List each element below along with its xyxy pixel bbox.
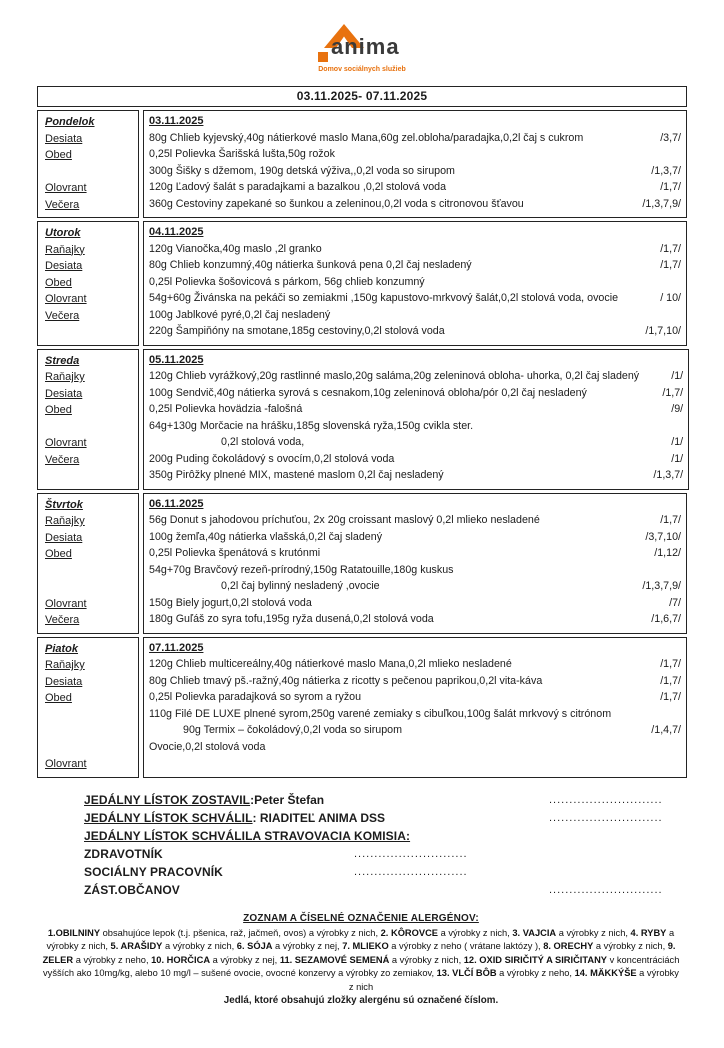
meal-label-line	[45, 307, 134, 324]
day-label-column	[37, 637, 139, 778]
meal-text	[149, 755, 637, 772]
allergen-codes	[637, 739, 681, 756]
day-name-text: Utorok	[45, 227, 81, 239]
allergen-codes: /1,3,7,9/	[642, 580, 681, 592]
meal-line	[149, 451, 683, 468]
day-row-streda	[37, 349, 687, 490]
allergen-codes	[637, 307, 681, 324]
meal-text: 54g+60g Živánska na pekáči so zemiakmi ,150g kapustovo-mrkvový šalát,0,2l stolová voda, ovocie	[149, 292, 619, 304]
signature-dotted-line: ............................	[549, 883, 663, 896]
signature-label: SOCIÁLNY PRACOVNÍK	[84, 864, 223, 879]
meal-label-line	[45, 689, 134, 706]
meal-label-line	[45, 595, 134, 612]
allergen-name: 6. SÓJA	[236, 941, 273, 951]
meal-text: 0,2l čaj bylinný nesladený ,ovocie	[221, 580, 380, 592]
allergen-description: a výrobky z nich,	[437, 927, 513, 938]
meal-line	[149, 130, 681, 147]
meal-label: Raňajky	[45, 659, 85, 671]
meal-text: 0,25l Polievka paradajková so syrom a ryžou	[149, 691, 362, 703]
allergen-codes: /3,7,10/	[645, 530, 681, 543]
meal-line	[149, 290, 681, 307]
menu-sheet	[37, 24, 687, 1006]
day-name	[45, 640, 134, 657]
meal-line	[149, 401, 683, 418]
allergen-codes: /1,7/	[660, 674, 681, 687]
meal-label-line	[45, 163, 134, 180]
meal-text: 120g Chlieb multicereálny,40g nátierkové maslo Mana,0,2l mlieko nesladené	[149, 658, 512, 670]
day-row-pondelok	[37, 110, 687, 218]
allergen-codes	[637, 274, 681, 291]
day-name-text: Piatok	[45, 642, 79, 655]
allergen-codes: /1,7/	[660, 514, 681, 526]
meal-label-line	[45, 257, 134, 274]
day-name-text: Pondelok	[45, 116, 95, 128]
day-date: 03.11.2025	[149, 115, 204, 127]
meal-line	[149, 307, 681, 324]
day-date: 05.11.2025	[149, 353, 204, 366]
allergen-codes: /1,7/	[660, 259, 681, 271]
meal-text: 300g Šišky s džemom, 190g detská výživa,,0,2l voda so sirupom	[149, 164, 455, 177]
day-date-line	[149, 640, 681, 657]
meal-line	[149, 689, 681, 706]
meal-label-line	[45, 130, 134, 147]
allergen-codes	[637, 562, 681, 579]
allergen-codes: /1,7/	[660, 658, 681, 670]
meal-label-line	[45, 545, 134, 562]
meal-label: Večera	[45, 309, 80, 322]
meal-line	[149, 385, 683, 402]
meal-label: Raňajky	[45, 371, 85, 383]
meal-text: 56g Donut s jahodovou príchuťou, 2x 20g croissant maslový 0,2l mlieko nesladené	[149, 514, 540, 526]
day-name	[45, 113, 134, 130]
meal-line	[149, 755, 681, 772]
meal-label-line	[45, 673, 134, 690]
meal-label-line	[45, 290, 134, 307]
signature-dotted-line: ............................	[354, 865, 468, 878]
allergen-codes: /1,6,7/	[651, 613, 681, 625]
meal-line	[149, 274, 681, 291]
meal-label: Večera	[45, 198, 80, 211]
meal-line	[149, 512, 681, 529]
meal-line	[149, 545, 681, 562]
logo-square-icon	[318, 52, 328, 62]
meal-text: 0,2l stolová voda,	[221, 436, 305, 448]
allergen-description: a výrobky z nej,	[210, 954, 280, 965]
meal-text: 80g Chlieb konzumný,40g nátierka šunková pena 0,2l čaj nesladený	[149, 259, 472, 271]
day-content-column	[143, 349, 689, 490]
meal-label: Večera	[45, 614, 80, 626]
allergen-description: obsahujúce lepok (t.j. pšenica, raž, jačmeň, ovos) a výrobky z nich,	[100, 927, 381, 938]
meal-line	[149, 706, 681, 723]
meal-label: Desiata	[45, 132, 83, 145]
meal-label-line	[45, 368, 134, 385]
allergen-legend	[37, 913, 685, 1007]
meal-line	[149, 179, 681, 196]
day-date-line	[149, 113, 681, 130]
day-label-column	[37, 349, 139, 490]
signature-row	[37, 809, 687, 827]
meal-line	[149, 562, 681, 579]
meal-label-line	[45, 146, 134, 163]
day-row-štvrtok	[37, 493, 687, 634]
meal-text: 64g+130g Morčacie na hrášku,185g slovenská ryža,150g cvikla ster.	[149, 419, 474, 432]
meal-line	[149, 241, 681, 258]
meal-label: Obed	[45, 548, 72, 560]
allergen-codes: /1,7/	[662, 386, 684, 399]
day-row-piatok	[37, 637, 687, 778]
meal-label-line	[45, 274, 134, 291]
meal-label: Desiata	[45, 387, 83, 400]
allergen-codes	[637, 755, 681, 772]
meal-line	[149, 656, 681, 673]
meal-label-line	[45, 706, 134, 723]
meal-label-line	[45, 467, 134, 484]
allergen-codes: /1,3,7/	[653, 469, 684, 481]
allergen-name: 4. RYBY	[630, 927, 667, 938]
meal-text: 200g Puding čokoládový s ovocím,0,2l stolová voda	[149, 452, 395, 465]
allergen-name: 3. VAJCIA	[512, 927, 557, 938]
meal-text: 350g Pirôžky plnené MIX, mastené maslom 0,2l čaj nesladený	[149, 469, 444, 481]
allergen-description: a výrobky z nich,	[162, 941, 237, 951]
meal-label-line	[45, 385, 134, 402]
allergen-name: 12. OXID SIRIČITÝ A SIRIČITANY	[463, 954, 608, 965]
meal-text: 120g Vianočka,40g maslo ,2l granko	[149, 242, 322, 255]
meal-text: 220g Šampiňóny na smotane,185g cestoviny,0,2l stolová voda	[149, 325, 445, 337]
meal-line	[149, 578, 681, 595]
meal-line	[149, 434, 683, 451]
allergen-name: 7. MLIEKO	[342, 941, 389, 951]
meal-text: 80g Chlieb tmavý pš.-ražný,40g nátierka z ricotty s pečenou paprikou,0,2l vita-káva	[149, 674, 543, 687]
signature-dotted-line: ............................	[354, 847, 468, 860]
meal-label: Olovrant	[45, 758, 87, 770]
meal-label: Večera	[45, 453, 80, 466]
meal-label-line	[45, 401, 134, 418]
meal-label-line	[45, 434, 134, 451]
meal-line	[149, 529, 681, 546]
allergen-description: a výrobky z nich,	[389, 954, 464, 965]
meal-line	[149, 722, 681, 739]
allergen-codes: /1,7/	[660, 181, 681, 193]
day-name	[45, 224, 134, 241]
meal-text: 100g žemľa,40g nátierka vlašská,0,2l čaj sladený	[149, 530, 383, 543]
allergen-text	[37, 927, 685, 995]
allergen-name: 2. KÔROVCE	[380, 927, 438, 938]
allergen-codes: /1,4,7/	[651, 724, 681, 736]
allergen-codes: /1/	[671, 452, 684, 465]
day-content-column	[143, 493, 687, 634]
allergen-name: 8. ORECHY	[543, 941, 594, 951]
signature-value: : RIADITEĽ ANIMA DSS	[252, 810, 385, 825]
meal-text: 0,25l Polievka špenátová s krutónmi	[149, 547, 321, 559]
meal-text: 0,25l Polievka šošovicová s párkom, 56g chlieb konzumný	[149, 275, 425, 288]
signature-row	[37, 881, 687, 899]
signature-dotted-line: ............................	[549, 811, 663, 824]
meal-line	[149, 257, 681, 274]
meal-label-line	[45, 611, 134, 628]
meal-text: 360g Cestoviny zapekané so šunkou a zeleninou,0,2l voda s citronovou šťavou	[149, 197, 524, 210]
logo-wordmark: anima	[331, 34, 400, 59]
meal-label: Olovrant	[45, 437, 87, 449]
meal-line	[149, 418, 683, 435]
day-content-column	[143, 110, 687, 218]
allergen-description: a výrobky z nich,	[556, 927, 631, 938]
meal-label: Olovrant	[45, 597, 87, 610]
allergen-description: a výrobky z neho ( vrátane laktózy ),	[388, 941, 544, 951]
meal-label-line	[45, 241, 134, 258]
meal-label-line	[45, 196, 134, 213]
meal-label: Obed	[45, 692, 72, 704]
allergen-codes	[639, 418, 683, 435]
menu-days	[37, 110, 687, 778]
meal-label: Obed	[45, 276, 72, 289]
day-date-line	[149, 224, 681, 241]
allergen-codes: /1,7/	[660, 242, 681, 255]
meal-text: 90g Termix – čokoládový,0,2l voda so sirupom	[183, 724, 403, 736]
signature-label: ZDRAVOTNÍK	[84, 846, 163, 861]
day-date-line	[149, 352, 683, 369]
meal-text: 180g Guľáš zo syra tofu,195g ryža dusená,0,2l stolová voda	[149, 613, 434, 625]
meal-line	[149, 595, 681, 612]
allergen-codes: /7/	[669, 596, 681, 609]
allergen-codes: / 10/	[660, 292, 681, 304]
allergen-codes: /1,12/	[654, 547, 681, 559]
allergen-codes: /1/	[671, 436, 684, 448]
allergen-footer: Jedlá, ktoré obsahujú zložky alergénu sú označené číslom.	[223, 995, 499, 1006]
signature-label: JEDÁLNY LÍSTOK SCHVÁLILA STRAVOVACIA KOMISIA:	[84, 828, 411, 843]
allergen-name: 13. VLČÍ BÔB	[436, 968, 497, 978]
signature-value: :Peter Štefan	[250, 792, 325, 807]
day-date: 07.11.2025	[149, 641, 204, 654]
day-date: 06.11.2025	[149, 497, 204, 510]
week-date-range: 03.11.2025- 07.11.2025	[37, 86, 687, 107]
meal-label: Obed	[45, 404, 72, 416]
day-name	[45, 352, 134, 369]
meal-text: 100g Sendvič,40g nátierka syrová s cesnakom,10g zeleninová obloha/pór 0,2l čaj nesladený	[149, 386, 587, 399]
meal-line	[149, 368, 683, 385]
meal-label: Olovrant	[45, 293, 87, 305]
meal-label-line	[45, 512, 134, 529]
meal-label-line	[45, 418, 134, 435]
meal-text: 120g Chlieb vyrážkový,20g rastlinné maslo,20g saláma,20g zeleninová obloha- uhorka, 0,2l čaj sladený	[149, 370, 640, 382]
signature-dotted-line: ............................	[549, 793, 663, 806]
allergen-description: v koncentráciách vyšších ako 10mg/kg, alebo 10 mg/l – sušené ovocie, ovocné konzervy a výrobky zo zemiakov,	[43, 954, 680, 978]
logo-tagline: Domov sociálnych služieb	[318, 66, 406, 73]
allergen-codes: /1,3,7,9/	[642, 197, 681, 210]
meal-label: Raňajky	[45, 515, 85, 527]
day-content-column	[143, 637, 687, 778]
day-date-line	[149, 496, 681, 513]
allergen-name: 10. HORČICA	[151, 954, 211, 965]
signature-label: JEDÁLNY LÍSTOK ZOSTAVIL	[84, 792, 251, 807]
meal-line	[149, 163, 681, 180]
meal-label-line	[45, 578, 134, 595]
day-label-column	[37, 493, 139, 634]
meal-line	[149, 611, 681, 628]
meal-line	[149, 323, 681, 340]
meal-text: 80g Chlieb kyjevský,40g nátierkové maslo Mana,60g zel.obloha/paradajka,0,2l čaj s cukrom	[149, 131, 584, 144]
meal-line	[149, 739, 681, 756]
meal-label: Obed	[45, 149, 72, 161]
meal-text: 110g Filé DE LUXE plnené syrom,250g varené zemiaky s cibuľkou,100g šalát mrkvový s citrónom	[149, 707, 612, 720]
day-name	[45, 496, 134, 513]
meal-label-line	[45, 755, 134, 772]
signature-row	[37, 845, 687, 863]
allergen-codes: /3,7/	[660, 131, 681, 144]
allergen-codes: /1,7/	[660, 691, 681, 703]
meal-text: 54g+70g Bravčový rezeň-prírodný,150g Ratatouille,180g kuskus	[149, 563, 454, 576]
meal-text: 0,25l Polievka hovädzia -falošná	[149, 403, 303, 415]
allergen-codes: /1/	[671, 370, 684, 382]
meal-label-line	[45, 179, 134, 196]
meal-text: 120g Ľadový šalát s paradajkami a bazalkou ,0,2l stolová voda	[149, 181, 447, 193]
meal-line	[149, 146, 681, 163]
meal-label-line	[45, 529, 134, 546]
signature-block	[37, 791, 687, 899]
signature-row	[37, 791, 687, 809]
meal-line	[149, 467, 683, 484]
allergen-description: a výrobky z neho,	[73, 954, 152, 965]
allergen-description: a výrobky z neho,	[496, 968, 575, 978]
meal-label-line	[45, 722, 134, 739]
day-label-column	[37, 221, 139, 346]
meal-text: 100g Jablkové pyré,0,2l čaj nesladený	[149, 308, 331, 321]
allergen-codes	[637, 706, 681, 723]
signature-row	[37, 827, 687, 845]
meal-label: Desiata	[45, 260, 83, 272]
meal-label-line	[45, 451, 134, 468]
meal-line	[149, 673, 681, 690]
allergen-name: 11. SEZAMOVÉ SEMENÁ	[279, 954, 390, 965]
meal-label: Desiata	[45, 531, 83, 544]
allergen-description: a výrobky z nej,	[272, 941, 343, 951]
allergen-name: 14. MÄKKÝŠE	[574, 968, 637, 978]
meal-text: Ovocie,0,2l stolová voda	[149, 740, 266, 753]
anima-logo	[316, 24, 408, 78]
allergen-description: a výrobky z nich,	[46, 927, 675, 951]
signature-row	[37, 863, 687, 881]
day-name-text: Streda	[45, 354, 80, 367]
day-date: 04.11.2025	[149, 226, 204, 238]
meal-line	[149, 196, 681, 213]
allergen-description: a výrobky z nich,	[593, 941, 668, 951]
meal-text: 150g Biely jogurt,0,2l stolová voda	[149, 596, 312, 609]
meal-label-line	[45, 323, 134, 340]
day-content-column	[143, 221, 687, 346]
allergen-codes	[637, 146, 681, 163]
allergen-codes: /1,3,7/	[651, 164, 681, 177]
meal-label: Olovrant	[45, 182, 87, 194]
signature-label: JEDÁLNY LÍSTOK SCHVÁLIL	[84, 810, 253, 825]
meal-text: 0,25l Polievka Šarišská lušta,50g rožok	[149, 148, 335, 160]
meal-label: Raňajky	[45, 243, 85, 256]
day-name-text: Štvrtok	[45, 498, 83, 511]
meal-label: Desiata	[45, 675, 83, 688]
meal-label-line	[45, 562, 134, 579]
meal-label-line	[45, 739, 134, 756]
day-row-utorok	[37, 221, 687, 346]
allergen-description: a výrobky z nich	[348, 968, 679, 992]
allergen-codes: /1,7,10/	[645, 325, 681, 337]
allergen-name: 5. ARAŠIDY	[110, 941, 163, 951]
allergen-name: 9. ZELER	[42, 941, 676, 965]
signature-label: ZÁST.OBČANOV	[84, 882, 180, 897]
day-label-column	[37, 110, 139, 218]
allergen-codes: /9/	[671, 403, 684, 415]
meal-label-line	[45, 656, 134, 673]
allergen-title: ZOZNAM A ČÍSELNÉ OZNAČENIE ALERGÉNOV:	[243, 912, 479, 924]
allergen-name: 1.OBILNINY	[47, 927, 101, 938]
